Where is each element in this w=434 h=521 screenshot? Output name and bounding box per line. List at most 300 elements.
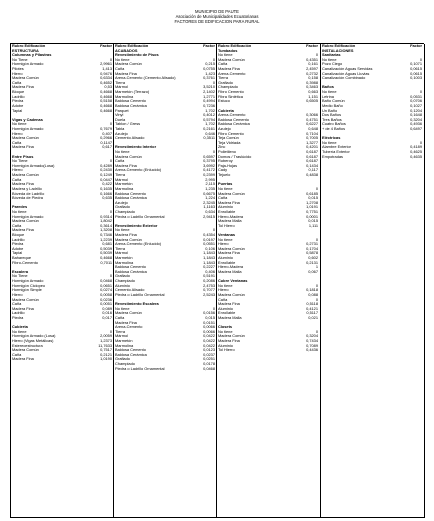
item-name: Madera Fina: [218, 199, 240, 205]
item-factor: 1,2708: [306, 199, 318, 205]
item-factor: 0,088: [308, 291, 318, 297]
item-factor: 0,602: [308, 255, 318, 261]
item-name: Madera y Ladrillo: [12, 185, 42, 191]
item-name: Teja Común: [218, 135, 239, 141]
section-heading-label: Revestimiento Interior: [115, 144, 157, 150]
item-factor: 1,413: [102, 66, 112, 72]
item-name: Bóveda de Piedra: [12, 195, 43, 201]
item-factor: 0,4668: [100, 89, 112, 95]
item-name: Arena-Cemento (Enlucido): [115, 167, 162, 173]
item-name: Tejuelo: [218, 172, 231, 178]
item-factor: 0,4838: [306, 172, 318, 178]
item-factor: 0,0197: [203, 236, 215, 242]
item-name: Enrollable: [218, 310, 236, 316]
item-name: Cemento Alisado: [115, 287, 145, 293]
item-name: Domos / Traslúcido: [218, 153, 252, 159]
item-factor: 0,0251: [203, 356, 215, 362]
item-factor: 0,161: [308, 61, 318, 67]
item-factor: 0,5039: [100, 245, 112, 251]
item-name: Alambre Exterior: [322, 144, 351, 150]
item-name: Un Baño: [322, 107, 338, 113]
item-factor: 0,6227: [306, 121, 318, 127]
item-name: Marmetón: [115, 338, 133, 343]
item-factor: 0,3761: [203, 75, 215, 81]
item-factor: 0: [315, 296, 318, 302]
section-heading-label: Revestimiento Escalera: [115, 301, 159, 307]
item-name: Grafiado: [115, 356, 130, 362]
item-name: Estereoestructura: [12, 342, 43, 348]
section-heading-label: Columnas y Pilastras: [12, 52, 52, 58]
item-factor: 0,1003: [410, 75, 422, 81]
item-name: Azulejo: [218, 125, 231, 131]
item-name: Caña: [12, 139, 22, 145]
item-name: No tiene: [218, 328, 233, 334]
item-factor: 2,9961: [100, 61, 112, 67]
item-name: Madera Fina: [12, 181, 34, 187]
item-factor: 0,5118: [306, 301, 318, 307]
column-header-factor: Factor: [100, 43, 112, 48]
item-name: Tierra: [115, 328, 126, 334]
item-name: No tiene: [12, 328, 27, 334]
item-factor: 0,3614: [100, 222, 112, 228]
item-factor: 2,4597: [306, 66, 318, 72]
table-bottom-rule: [10, 517, 424, 518]
item-factor: 0,3204: [306, 333, 318, 339]
item-name: Hierro: [12, 130, 23, 136]
item-name: Arena-Cemento: [115, 324, 143, 330]
item-name: Madera Fina: [12, 227, 34, 233]
item-factor: 0,106: [205, 245, 215, 251]
column-header-factor: Factor: [410, 43, 422, 48]
item-factor: 0,6675: [203, 190, 215, 196]
item-factor: 1,2373: [100, 338, 112, 343]
item-name: Hierro-Madera: [218, 264, 244, 270]
section-heading-label: ACABADOS: [115, 47, 138, 53]
item-factor: 0,4354: [203, 231, 215, 237]
item-name: Aluminio: [115, 282, 130, 288]
item-factor: 0,0151: [203, 319, 215, 325]
item-factor: 1,3277: [306, 139, 318, 145]
item-name: Hormigón Ciclopeo: [12, 282, 46, 288]
item-factor: 0,5117: [306, 310, 318, 316]
item-name: No tiene: [322, 89, 337, 95]
item-name: Tablon / Gress: [115, 121, 141, 127]
item-factor: 0,7679: [100, 125, 112, 131]
item-factor: 0,3066: [306, 112, 318, 118]
column-header-label: Rubro Edificación: [115, 43, 149, 48]
item-name: Fibro-Cemento: [12, 259, 38, 265]
item-name: Caña: [12, 351, 22, 357]
item-factor: 0,117: [308, 167, 318, 173]
item-factor: 0,1648: [410, 112, 422, 118]
item-factor: 0,407: [102, 130, 112, 136]
item-factor: 0: [315, 328, 318, 334]
item-name: Madera Común: [12, 347, 39, 353]
item-name: Baldosa Cerámica: [218, 121, 250, 127]
item-name: Madera Común: [12, 75, 39, 81]
item-factor: 0: [109, 121, 112, 127]
item-factor: 0,422: [102, 181, 112, 187]
item-factor: 0,3988: [306, 79, 318, 85]
item-name: Pozo Ciego: [322, 61, 343, 67]
item-factor: 0,4635: [410, 153, 422, 159]
section-heading-label: Eléctricas: [322, 135, 341, 141]
item-factor: 0: [315, 52, 318, 58]
item-factor: 0,016: [102, 310, 112, 316]
item-factor: 0,1249: [100, 172, 112, 178]
item-name: Bóveda de Ladrillo: [12, 190, 45, 196]
item-name: Aluminio: [218, 255, 233, 261]
item-name: Bloque: [12, 231, 25, 237]
item-name: No tiene: [115, 56, 130, 62]
factor-column-3: [217, 44, 319, 353]
item-name: Champiado: [115, 278, 135, 284]
section-heading-label: Revestimiento de Pisos: [115, 52, 159, 58]
item-name: No Tiene: [12, 158, 28, 164]
item-name: Aluminio: [218, 342, 233, 348]
item-name: No tiene: [218, 236, 233, 242]
item-factor: 0,7089: [306, 342, 318, 348]
item-factor: 0,7236: [203, 102, 215, 108]
section-heading-label: Cubre Ventanas: [218, 278, 248, 284]
item-factor: 0,1071: [410, 61, 422, 67]
item-factor: 0: [212, 227, 215, 233]
item-name: Marmolina: [115, 93, 134, 99]
item-name: Teja Vidriada: [218, 139, 241, 145]
item-name: Tabla: [115, 125, 125, 131]
item-factor: 0,9476: [100, 70, 112, 76]
item-name: Caña: [115, 158, 125, 164]
section-heading-label: ESTRUCTURA: [12, 47, 39, 53]
item-factor: 0: [315, 236, 318, 242]
item-factor: 0,0447: [100, 176, 112, 182]
item-name: No tiene: [322, 56, 337, 62]
item-name: Hormigón Simple: [12, 287, 42, 293]
column-header-label: Rubro Edificación: [322, 43, 356, 48]
column-header-label: Rubro Edificación: [12, 43, 46, 48]
item-name: Piedra o Ladrillo Ornamental: [115, 291, 165, 297]
item-name: No Tiene: [12, 273, 28, 279]
item-name: Madera Malla: [218, 218, 242, 224]
item-factor: 0,7434: [306, 338, 318, 343]
item-name: Baldosa Cerámica: [115, 102, 147, 108]
item-factor: 0,0051: [100, 301, 112, 307]
item-factor: 2,3245: [203, 199, 215, 205]
item-name: Letrina: [322, 93, 334, 99]
item-name: Caña: [115, 314, 125, 320]
item-factor: 0,2161: [203, 125, 215, 131]
item-factor: 1,0190: [100, 356, 112, 362]
item-name: Aluminio: [218, 204, 233, 210]
item-name: Tierra: [218, 75, 229, 81]
column-header-label: Rubro Edificación: [218, 43, 252, 48]
item-name: Marmetón (Terrazo): [115, 89, 150, 95]
item-name: Baldosa Cemento: [115, 264, 146, 270]
section-heading-label: Cubierta: [12, 324, 28, 330]
factor-row: [321, 155, 423, 160]
item-factor: 0: [109, 56, 112, 62]
item-factor: 0,2399: [203, 172, 215, 178]
factor-column-2: [114, 44, 216, 371]
item-name: Tierra: [115, 79, 126, 85]
item-name: Marmolina: [115, 342, 134, 348]
item-name: Madera Fina: [12, 356, 34, 362]
item-name: Madera Común: [218, 291, 245, 297]
item-name: Caña: [12, 79, 22, 85]
item-factor: 0,6597: [203, 153, 215, 159]
item-factor: 1,0191: [306, 204, 318, 210]
section-heading-label: Tumbados: [218, 47, 238, 53]
item-factor: 0,017: [102, 314, 112, 320]
section-heading-label: Closets: [218, 324, 233, 330]
item-factor: 0,0615: [410, 66, 422, 72]
item-factor: 3,5210: [203, 84, 215, 90]
item-factor: 0,4625: [410, 149, 422, 155]
item-factor: 0,0531: [410, 93, 422, 99]
item-name: Ruberoy: [218, 158, 233, 164]
item-factor: 0,635: [102, 195, 112, 201]
item-factor: 0,089: [102, 305, 112, 311]
item-name: Azulejo: [115, 130, 128, 136]
item-factor: 2,5243: [203, 291, 215, 297]
item-factor: 1,702: [205, 121, 215, 127]
item-factor: 0,4668: [100, 255, 112, 261]
item-factor: 1,2771: [203, 93, 215, 99]
item-factor: 2,0059: [100, 333, 112, 339]
item-name: Mármol: [115, 176, 128, 182]
item-name: Hormigón Armado: [12, 213, 44, 219]
item-name: Baño Común: [322, 98, 345, 104]
item-name: Mármol: [115, 333, 128, 339]
item-factor: 0,158: [308, 75, 318, 81]
item-factor: 0,6187: [306, 158, 318, 164]
table-title: FACTORES DE EDIFICACION PARA RURAL: [174, 19, 260, 24]
item-name: Madera Fina: [218, 301, 240, 307]
item-name: Baldosa Cemento: [115, 98, 146, 104]
column-header-factor: Factor: [203, 43, 215, 48]
item-name: Hormigón Armado: [12, 278, 44, 284]
item-factor: 1,111: [308, 222, 318, 228]
factor-column-1: [11, 44, 113, 362]
item-name: Bloque: [12, 89, 25, 95]
item-factor: 0,0755: [203, 66, 215, 72]
item-factor: 0,7104: [306, 130, 318, 136]
item-factor: 2,9415: [203, 213, 215, 219]
item-name: Ladrillo: [12, 310, 25, 316]
item-factor: 0,6334: [100, 75, 112, 81]
item-name: No tiene: [12, 121, 27, 127]
item-factor: 0,6187: [306, 149, 318, 155]
item-factor: 0,0422: [203, 338, 215, 343]
item-factor: 0,215: [205, 61, 215, 67]
item-factor: 1,2239: [100, 236, 112, 242]
item-factor: 2,995: [205, 176, 215, 182]
item-name: Tol Hierro: [218, 222, 235, 228]
item-factor: 0,681: [102, 241, 112, 247]
item-name: Hormigón Armado (Losa): [12, 333, 56, 339]
item-factor: 0,0274: [100, 287, 112, 293]
item-name: Caña: [218, 296, 228, 302]
item-name: Arena-Cemento (Enlucido): [115, 241, 162, 247]
item-name: Madera Fina: [218, 250, 240, 256]
item-name: Mármol: [115, 84, 128, 90]
item-factor: 2,4753: [203, 282, 215, 288]
item-name: Marmetón: [115, 255, 133, 261]
item-name: Empotradas: [322, 153, 343, 159]
item-factor: 0: [212, 79, 215, 85]
item-factor: 0,0422: [203, 333, 215, 339]
section-heading-label: Puertas: [218, 181, 233, 187]
item-factor: 0,4994: [203, 98, 215, 104]
item-factor: 0,1027: [410, 102, 422, 108]
item-factor: 1,702: [205, 107, 215, 113]
item-factor: 0,0468: [203, 365, 215, 371]
item-factor: 0,0551: [203, 241, 215, 247]
item-factor: 0,2430: [100, 167, 112, 173]
item-name: Madera Común: [12, 218, 39, 224]
item-name: Canalización Combinado: [322, 75, 366, 81]
item-name: No Tiene: [12, 56, 28, 62]
municipality-title: MUNICIPIO DE PAUTE: [195, 9, 239, 14]
item-name: Marmetón: [115, 181, 133, 187]
item-factor: 0,2086: [203, 278, 215, 284]
item-factor: 0: [212, 56, 215, 62]
item-name: Cuatro Baños: [322, 121, 346, 127]
item-factor: 0: [212, 305, 215, 311]
item-name: Parquet: [115, 107, 129, 113]
item-name: Zinc: [218, 144, 226, 150]
section-heading-label: Vigas y Cadenas: [12, 116, 43, 122]
item-factor: 0,5039: [100, 250, 112, 256]
section-heading-label: Revestimiento Exterior: [115, 222, 158, 228]
item-factor: 0,015: [308, 195, 318, 201]
item-factor: 0,4436: [306, 347, 318, 353]
item-factor: 1,423: [205, 70, 215, 76]
item-factor: 0: [315, 185, 318, 191]
item-name: Polietileno: [218, 149, 236, 155]
item-factor: 0,7005: [306, 135, 318, 141]
item-factor: 0,3463: [306, 84, 318, 90]
item-name: Cemento Alisado: [115, 135, 145, 141]
item-name: Caña: [218, 61, 228, 67]
item-name: Adobe: [12, 102, 24, 108]
item-name: Canalización Aguas Lluvias: [322, 70, 370, 76]
item-factor: 0,7517: [100, 347, 112, 353]
item-name: Mármol: [115, 250, 128, 256]
item-factor: 0,0156: [203, 310, 215, 316]
item-factor: 0,663: [308, 89, 318, 95]
item-name: Champiado: [218, 84, 238, 90]
item-name: Madera Fina: [12, 305, 34, 311]
item-factor: 0: [419, 89, 422, 95]
item-factor: 1,3208: [100, 227, 112, 233]
item-name: Madera Fina: [12, 84, 34, 90]
item-factor: 1,1163: [203, 204, 215, 210]
item-factor: 0,0651: [100, 282, 112, 288]
association-subtitle: Asociación de Municipalidades Ecuatorianas: [175, 14, 259, 19]
item-name: Tres Baños: [322, 116, 342, 122]
item-factor: 0,6505: [306, 98, 318, 104]
item-factor: 0,4936: [410, 121, 422, 127]
item-factor: 0,0001: [306, 213, 318, 219]
item-name: Azulejo: [115, 199, 128, 205]
item-factor: 0,634: [205, 208, 215, 214]
item-factor: 1,1843: [203, 259, 215, 265]
item-name: Tol Hierro: [218, 347, 235, 353]
item-name: Tierra: [115, 172, 126, 178]
item-name: Piedra: [12, 98, 24, 104]
item-name: No tiene: [115, 227, 130, 233]
item-factor: 0,2732: [306, 70, 318, 76]
item-name: Madera Común: [218, 333, 245, 339]
section-heading-label: Escalera: [12, 268, 29, 274]
item-factor: 0,1818: [306, 287, 318, 293]
section-heading-label: Entre Pisos: [12, 153, 34, 159]
item-factor: 0,5878: [306, 250, 318, 256]
item-factor: 3,6992: [203, 162, 215, 168]
item-factor: 0,0066: [203, 324, 215, 330]
item-name: Hormigón Armado: [12, 125, 44, 131]
item-factor: 0,4201: [306, 144, 318, 150]
item-factor: 0,6187: [306, 153, 318, 159]
item-name: Baldosa Cemento: [218, 116, 249, 122]
item-name: Enrollable: [218, 259, 236, 265]
item-name: Madera Malla: [218, 268, 242, 274]
item-factor: 0,2731: [306, 241, 318, 247]
section-heading-label: Paredes: [12, 204, 28, 210]
item-name: No tiene: [115, 149, 130, 155]
item-factor: 0,4351: [306, 56, 318, 62]
item-name: Madera Fina: [218, 338, 240, 343]
item-name: Estuco: [218, 98, 230, 104]
item-factor: 0,3795: [203, 158, 215, 164]
item-factor: 0,0615: [410, 70, 422, 76]
item-factor: 0,0178: [203, 361, 215, 367]
item-name: No tiene: [218, 185, 233, 191]
item-name: No tiene: [12, 208, 27, 214]
item-name: Madera Malla: [218, 314, 242, 320]
item-name: Madera Fina: [218, 66, 240, 72]
item-name: Arena-Cemento (Cemento Alisado): [115, 75, 176, 81]
item-factor: 0,9314: [100, 213, 112, 219]
item-factor: 0,53: [104, 84, 112, 90]
item-name: Champiado: [115, 208, 135, 214]
factor-row: [217, 348, 319, 353]
item-name: Marmolina: [115, 259, 134, 265]
item-name: Hierro: [218, 287, 229, 293]
item-factor: 0,015: [308, 218, 318, 224]
item-factor: 0,7077: [203, 287, 215, 293]
item-name: Grafiado: [115, 273, 130, 279]
item-factor: 0,015: [205, 314, 215, 320]
item-factor: 0,4652: [100, 79, 112, 85]
item-name: Pilotes: [12, 66, 24, 72]
item-name: No tiene: [218, 52, 233, 58]
item-name: Fibra Sintética: [218, 93, 243, 99]
item-name: Madera Fina: [115, 162, 137, 168]
item-factor: 1: [315, 264, 318, 270]
item-factor: 0,0422: [203, 342, 215, 348]
item-factor: 0,1204: [410, 107, 422, 113]
item-factor: 0,5158: [100, 98, 112, 104]
item-name: Hierro: [12, 291, 23, 297]
item-factor: 0,0123: [203, 347, 215, 353]
item-name: + de 4 Baños: [322, 125, 346, 131]
item-name: Hierro: [218, 241, 229, 247]
item-factor: 11,7633: [98, 342, 112, 348]
item-factor: 0: [109, 208, 112, 214]
item-factor: 0,1434: [306, 162, 318, 168]
